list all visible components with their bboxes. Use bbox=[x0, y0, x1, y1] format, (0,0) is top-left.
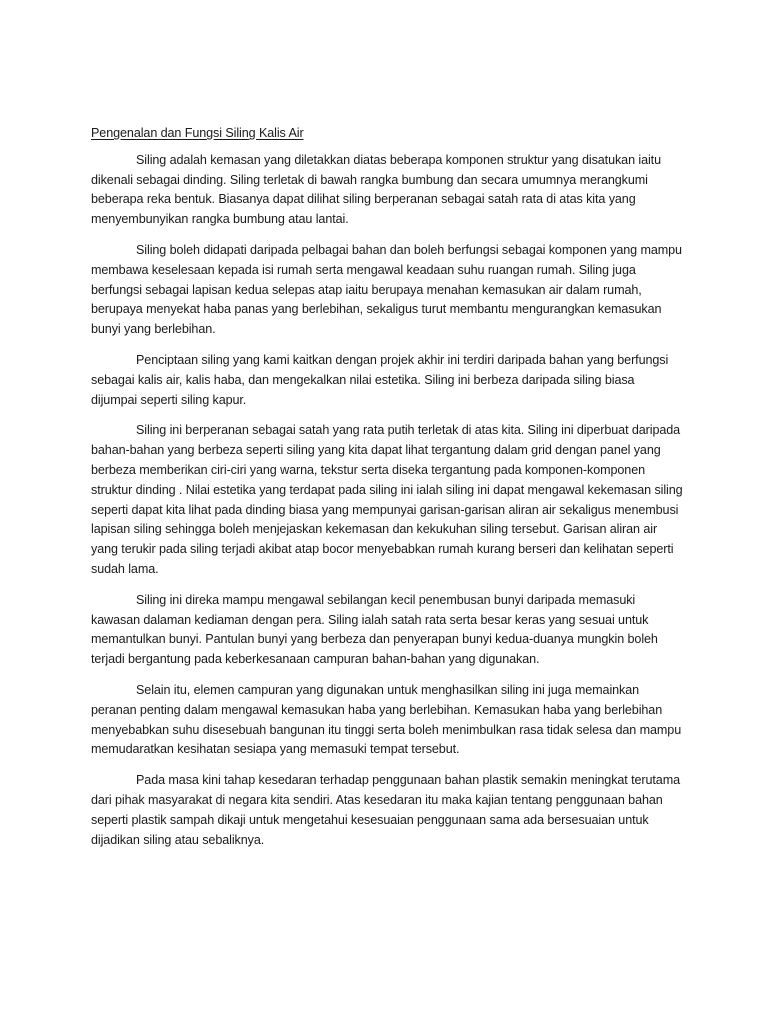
paragraph-6: Selain itu, elemen campuran yang digunakan untuk menghasilkan siling ini juga memainkan peranan penting dalam mengawal kemasukan haba yang berlebihan. Kemasukan haba yang berlebihan menyebabkan suhu disesebuah bangunan itu tinggi serta boleh menimbulkan rasa tidak selesa dan mampu memudaratkan kesihatan sesiapa yang memasuki tempat tersebut. bbox=[91, 682, 682, 757]
paragraph-5: Siling ini direka mampu mengawal sebilangan kecil penembusan bunyi daripada memasuki kawasan dalaman kediaman dengan pera. Siling ialah satah rata serta besar keras yang sesuai untuk memantulkan bunyi. Pantulan bunyi yang berbeza dan penyerapan bunyi kedua-duanya mungkin boleh terjadi bergantung pada keberkesanaan campuran bahan-bahan yang digunakan. bbox=[91, 592, 658, 667]
paragraph-2: Siling boleh didapati daripada pelbagai bahan dan boleh berfungsi sebagai komponen yang mampu membawa keselesaan kepada isi rumah serta mengawal keadaan suhu ruangan rumah. Siling juga berfungsi sebagai lapisan kedua selepas atap iaitu berupaya menahan kemasukan air dalam rumah, berupaya menyekat haba panas yang berlebihan, sekaligus turut membantu mengurangkan kemasukan bunyi yang berlebihan. bbox=[91, 242, 682, 337]
document-body bbox=[91, 124, 683, 861]
paragraph-3: Penciptaan siling yang kami kaitkan dengan projek akhir ini terdiri daripada bahan yang berfungsi sebagai kalis air, kalis haba, dan mengekalkan nilai estetika. Siling ini berbeza daripada siling biasa dijumpai seperti siling kapur. bbox=[91, 352, 669, 407]
document-title: Pengenalan dan Fungsi Siling Kalis Air bbox=[91, 126, 304, 140]
paragraph-1: Siling adalah kemasan yang diletakkan diatas beberapa komponen struktur yang disatukan iaitu dikenali sebagai dinding. Siling terletak di bawah rangka bumbung dan secara umumnya merangkumi beberapa reka bentuk. Biasanya dapat dilihat siling berperanan sebagai satah rata di atas kita yang menyembunyikan rangka bumbung atau lantai. bbox=[91, 152, 661, 227]
paragraph-7: Pada masa kini tahap kesedaran terhadap penggunaan bahan plastik semakin meningkat terutama dari pihak masyarakat di negara kita sendiri. Atas kesedaran itu maka kajian tentang penggunaan bahan seperti plastik sampah dikaji untuk mengetahui kesesuaian penggunaan sama ada bersesuaian untuk dijadikan siling atau sebaliknya. bbox=[91, 773, 680, 847]
paragraph-4: Siling ini berperanan sebagai satah yang rata putih terletak di atas kita. Siling ini diperbuat daripada bahan-bahan yang berbeza seperti siling yang kita dapat lihat tergantung dalam grid dengan panel yang berbeza memberikan ciri-ciri yang warna, tekstur serta diseka tergantung pada komponen-komponen struktur dinding . Nilai estetika yang terdapat pada siling ini ialah siling ini dapat mengawal kekemasan siling seperti dapat kita lihat pada dinding biasa yang mempunyai garisan-garisan aliran air sekaligus menembusi lapisan siling sehingga boleh menjejaskan kekemasan dan kekukuhan siling tersebut. Garisan aliran air yang terukir pada siling terjadi akibat atap bocor menyebabkan rumah kurang berseri dan kelihatan seperti sudah lama. bbox=[91, 423, 683, 576]
